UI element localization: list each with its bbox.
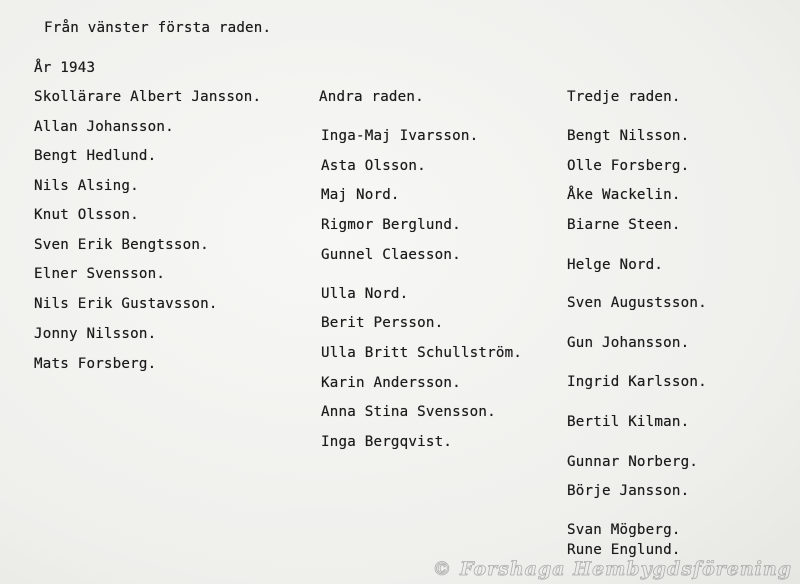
list-item: Sven Erik Bengtsson. [34, 237, 209, 253]
list-item: Berit Persson. [321, 315, 444, 331]
list-item: Mats Forsberg. [34, 356, 157, 372]
list-item: Svan Mögberg. [567, 522, 681, 538]
list-item: Olle Forsberg. [567, 158, 690, 174]
list-item: Karin Andersson. [321, 375, 461, 391]
list-item: Bertil Kilman. [567, 414, 690, 430]
list-item: Nils Erik Gustavsson. [34, 296, 218, 312]
copyright-watermark: © Forshaga Hembygdsförening [432, 558, 792, 580]
list-item: Jonny Nilsson. [34, 326, 157, 342]
list-item: Gun Johansson. [567, 335, 690, 351]
list-item: Skollärare Albert Jansson. [34, 89, 262, 105]
list-item: Rigmor Berglund. [321, 217, 461, 233]
list-item: Allan Johansson. [34, 119, 174, 135]
list-item: Bengt Nilsson. [567, 128, 690, 144]
list-item: Helge Nord. [567, 257, 664, 273]
list-item: Gunnar Norberg. [567, 454, 699, 470]
list-item: Ulla Nord. [321, 286, 409, 302]
list-item: Bengt Hedlund. [34, 148, 157, 164]
list-item: Inga-Maj Ivarsson. [321, 128, 479, 144]
list-item: Ingrid Karlsson. [567, 374, 707, 390]
column-heading: Tredje raden. [567, 89, 681, 105]
list-item: Nils Alsing. [34, 178, 139, 194]
list-item: Maj Nord. [321, 187, 400, 203]
list-item: Biarne Steen. [567, 217, 681, 233]
intro-text: Från vänster första raden. [44, 20, 272, 36]
list-item: Ulla Britt Schullström. [321, 345, 523, 361]
list-item: Rune Englund. [567, 542, 681, 558]
column-heading: Andra raden. [319, 89, 424, 105]
year-text: År 1943 [34, 60, 96, 76]
list-item: Åke Wackelin. [567, 187, 681, 203]
list-item: Asta Olsson. [321, 158, 426, 174]
list-item: Gunnel Claesson. [321, 247, 461, 263]
list-item: Sven Augustsson. [567, 295, 707, 311]
list-item: Börje Jansson. [567, 483, 690, 499]
list-item: Inga Bergqvist. [321, 434, 453, 450]
list-item: Anna Stina Svensson. [321, 404, 496, 420]
list-item: Elner Svensson. [34, 266, 166, 282]
list-item: Knut Olsson. [34, 207, 139, 223]
